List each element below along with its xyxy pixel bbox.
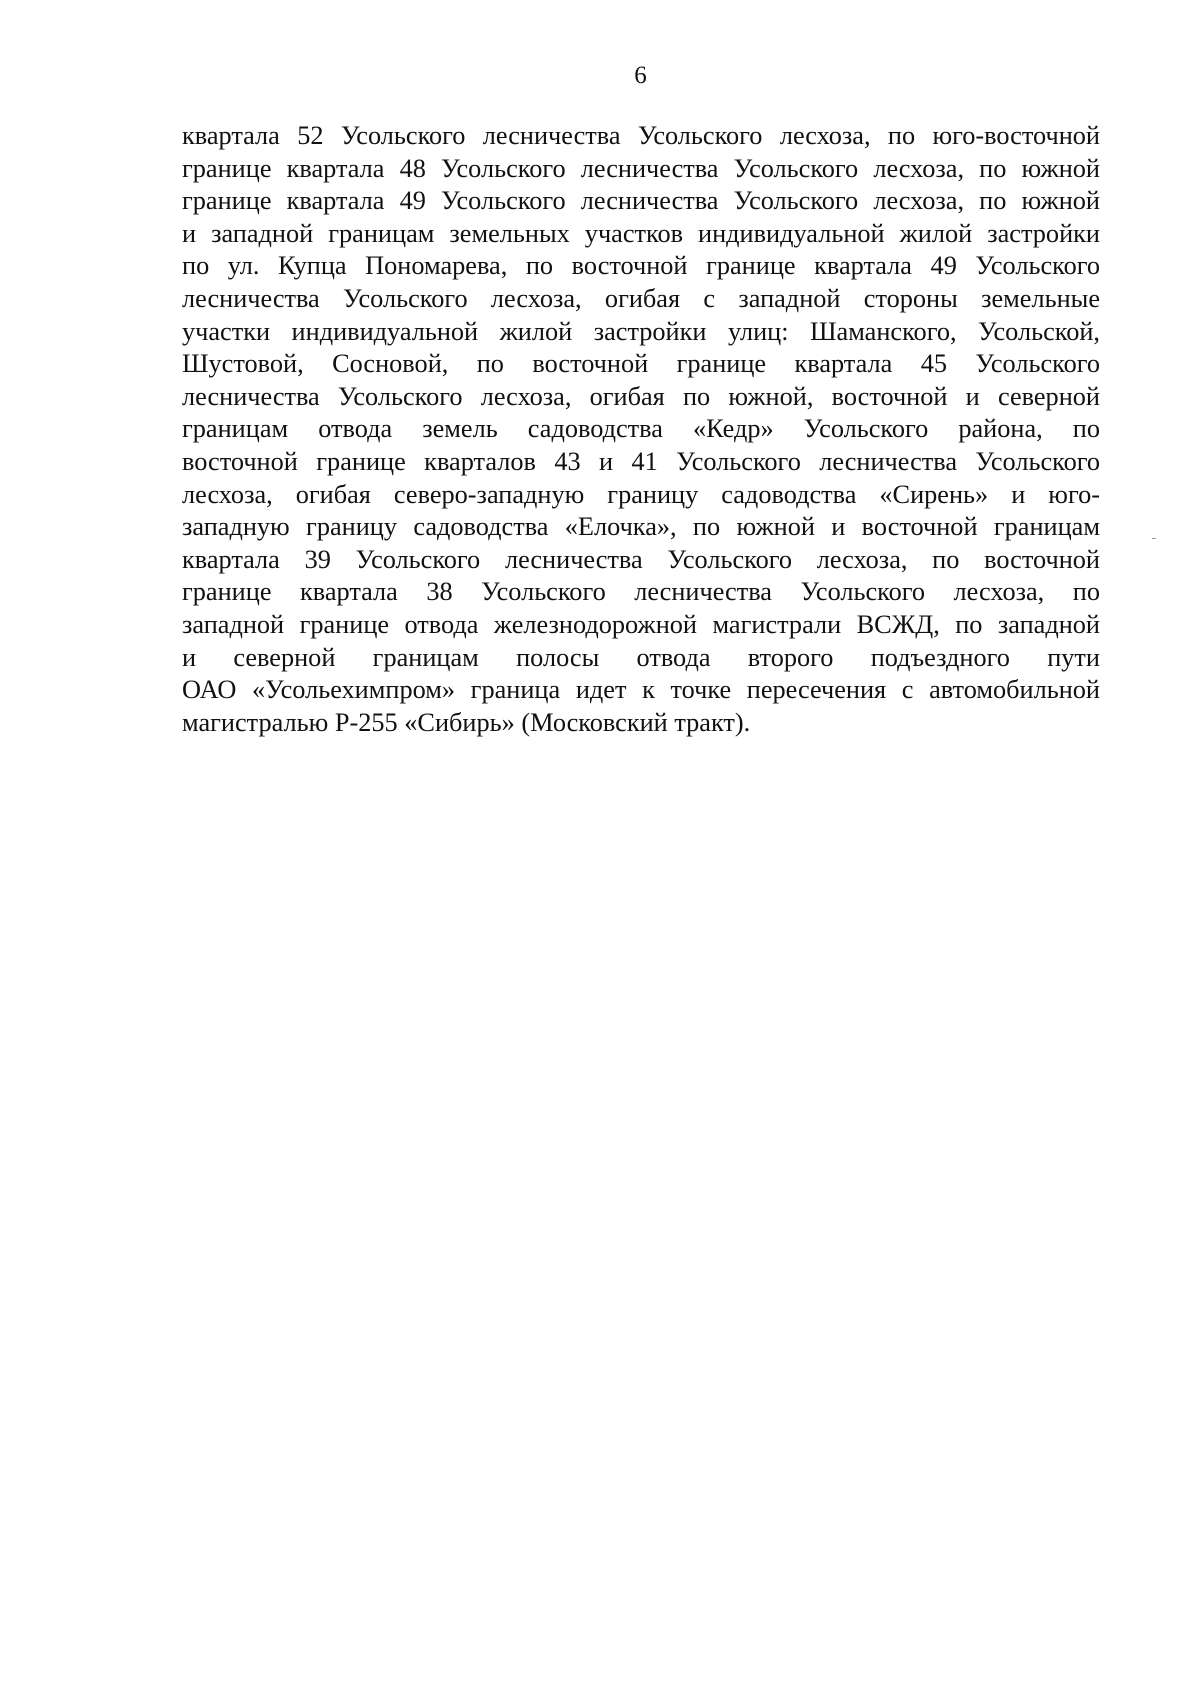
text-line: квартала 52 Усольского лесничества Усольского лесхоза, по юго-восточной	[182, 121, 1100, 150]
text-line: лесхоза, огибая северо-западную границу садоводства «Сирень» и юго-	[182, 479, 1100, 509]
text-line: участки индивидуальной жилой застройки улиц: Шаманского, Усольской,	[182, 316, 1100, 346]
text-line: границам отвода земель садоводства «Кедр» Усольского района, по	[182, 414, 1100, 444]
text-line: лесничества Усольского лесхоза, огибая с западной стороны земельные	[182, 283, 1100, 313]
scan-speck	[1152, 538, 1156, 539]
text-line: по ул. Купца Пономарева, по восточной границе квартала 49 Усольского	[182, 251, 1100, 281]
text-line: границе квартала 48 Усольского лесничества Усольского лесхоза, по южной	[182, 153, 1100, 183]
text-line: магистралью Р-255 «Сибирь» (Московский тракт).	[182, 707, 751, 737]
text-line: западной границе отвода железнодорожной магистрали ВСЖД, по западной	[182, 609, 1100, 639]
text-line: границе квартала 49 Усольского лесничества Усольского лесхоза, по южной	[182, 186, 1100, 216]
page-number: 6	[634, 62, 647, 89]
text-line: лесничества Усольского лесхоза, огибая по южной, восточной и северной	[182, 381, 1100, 411]
text-line: Шустовой, Сосновой, по восточной границе квартала 45 Усольского	[182, 349, 1100, 379]
text-line: и северной границам полосы отвода второго подъездного пути	[182, 642, 1100, 672]
text-line: квартала 39 Усольского лесничества Усольского лесхоза, по восточной	[182, 544, 1100, 574]
text-line: и западной границам земельных участков индивидуальной жилой застройки	[182, 218, 1100, 248]
text-line: западную границу садоводства «Елочка», по южной и восточной границам	[182, 512, 1100, 542]
text-line: восточной границе кварталов 43 и 41 Усольского лесничества Усольского	[182, 446, 1100, 476]
body-paragraph	[182, 120, 1100, 739]
text-line: ОАО «Усольехимпром» граница идет к точке пересечения с автомобильной	[182, 675, 1100, 705]
text-line: границе квартала 38 Усольского лесничества Усольского лесхоза, по	[182, 577, 1100, 607]
